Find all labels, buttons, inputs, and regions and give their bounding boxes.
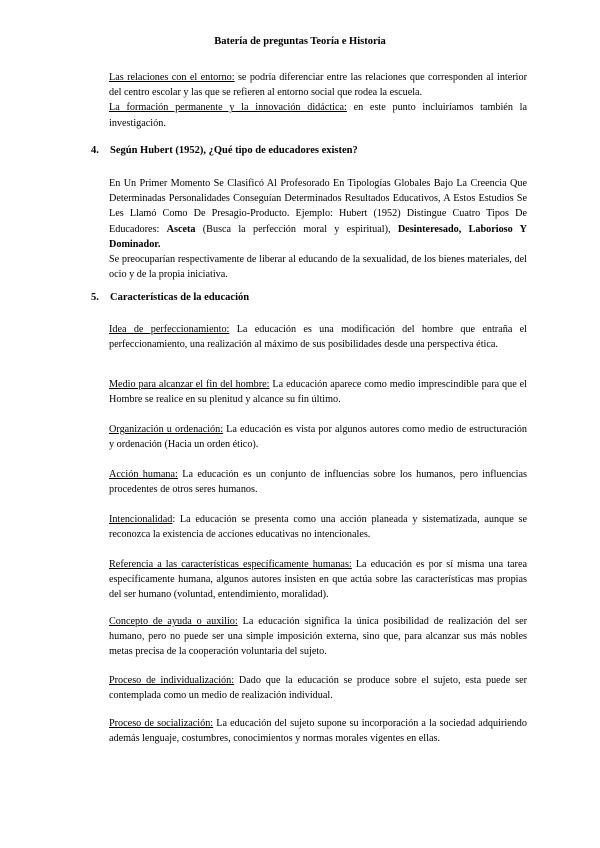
item-term: Intencionalidad	[109, 514, 173, 525]
item-text: La educación es vista por algunos autores como medio de estructuración y ordenación (Hacia un orden ético).	[109, 424, 527, 451]
item-text: La educación es por sí misma una tarea específicamente humana, algunos autores insisten en que actúa sobre las características mas propias del ser humano (voluntad, entendimiento, moralidad).	[109, 559, 527, 601]
item-text: : La educación se presenta como una acción planeada y sistematizada, aunque se reconozca la existencia de acciones educativas no intencionales.	[109, 514, 527, 541]
item-term: Organización u ordenación:	[109, 424, 224, 435]
intro-text: en este punto incluiríamos también la investigación.	[109, 102, 527, 129]
item-term: Medio para alcanzar el fin del hombre:	[109, 379, 270, 390]
section-4-heading	[91, 145, 358, 156]
bold-term: Asceta	[166, 223, 196, 235]
characteristic-item	[109, 512, 527, 542]
item-text: La educación es una modificación del hombre que entraña el perfeccionamiento, una realización al máximo de sus posibilidades desde una perspectiva ética.	[109, 324, 527, 351]
section-number: 5.	[91, 292, 99, 303]
intro-term: Las relaciones con el entorno:	[109, 72, 235, 83]
intro-item	[109, 100, 527, 130]
paragraph: Se preocuparían respectivamente de liberar al educando de la sexualidad, de los bienes materiales, del ocio y de la propia iniciativa.	[109, 254, 527, 281]
paragraph	[109, 176, 527, 252]
characteristic-item	[109, 557, 527, 603]
item-term: Proceso de socialización:	[109, 718, 214, 729]
item-term: Idea de perfeccionamiento:	[109, 324, 230, 335]
characteristic-item	[109, 422, 527, 452]
item-text: Dado que la educación se produce sobre el sujeto, esta puede ser contemplada como un medio de realización individual.	[109, 675, 527, 702]
characteristic-item	[109, 322, 527, 352]
intro-block	[109, 70, 527, 131]
section-title: Características de la educación	[110, 292, 250, 303]
item-text: La educación significa la única posibilidad de realización del ser humano, pero no puede ser una simple imposición externa, sino que, para alcanzar sus más nobles metas precisa de la cooperación voluntaria del sujeto.	[109, 616, 527, 658]
characteristic-item	[109, 716, 527, 746]
item-term: Proceso de individualización:	[109, 675, 235, 686]
paragraph-text: (Busca la perfección moral y espiritual),	[195, 223, 398, 235]
characteristic-item	[109, 673, 527, 703]
item-text: La educación del sujeto supone su incorporación a la sociedad adquiriendo además lenguaje, costumbres, conocimientos y normas morales vigentes en ellas.	[109, 718, 527, 745]
intro-text: se podría diferenciar entre las relaciones que corresponden al interior del centro escolar y las que se refieren al entorno social que rodea la escuela.	[109, 72, 527, 99]
item-text: La educación aparece como medio imprescindible para que el Hombre se realice en su plenitud y alcance su fin último.	[109, 379, 527, 406]
intro-item	[109, 70, 527, 100]
characteristic-item	[109, 467, 527, 497]
section-5-heading	[91, 292, 249, 303]
page-title: Batería de preguntas Teoría e Historia	[214, 36, 386, 47]
section-4-body	[109, 176, 527, 282]
item-term: Concepto de ayuda o auxilio:	[109, 616, 238, 627]
bold-term: Desinteresado, Laborioso Y Dominador.	[109, 223, 527, 250]
intro-term: La formación permanente y la innovación didáctica:	[109, 102, 347, 114]
section-number: 4.	[91, 145, 99, 156]
item-text: La educación es un conjunto de influencias sobre los humanos, pero influencias procedentes de otros seres humanos.	[109, 469, 528, 496]
section-title: Según Hubert (1952), ¿Qué tipo de educadores existen?	[110, 145, 358, 156]
item-term: Referencia a las características específicamente humanas:	[109, 559, 352, 570]
characteristic-item	[109, 614, 527, 660]
paragraph-text: En Un Primer Momento Se Clasificó Al Profesorado En Tipologías Globales Bajo La Creencia Que Determinadas Personalidades Conseguían Determinados Resultados Educativos, A Estos Estudios Se Les Llamó Como De Presagio-Producto. Ejemplo: Hubert (1952) Distingue Cuatro Tipos De Educadores:	[109, 178, 527, 235]
item-term: Acción humana:	[109, 469, 178, 480]
characteristic-item	[109, 377, 527, 407]
